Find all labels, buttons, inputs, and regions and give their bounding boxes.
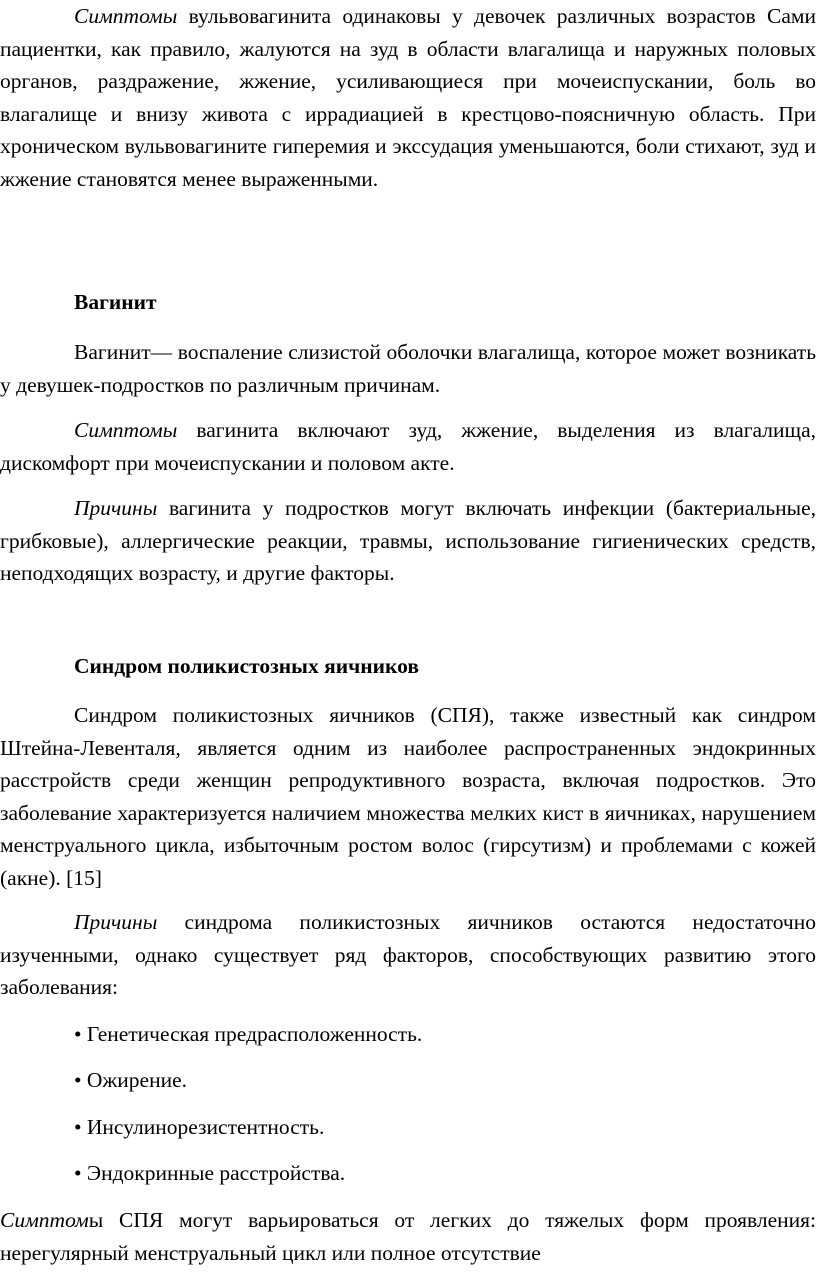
paragraph-pcos-definition: [0, 699, 816, 894]
list-item: • Ожирение.: [74, 1068, 188, 1092]
paragraph-vaginitis-symptoms: [0, 414, 816, 479]
paragraph-pcos-causes: [0, 906, 816, 1004]
italic-lead: Симптомы: [74, 418, 178, 442]
italic-lead: Причины: [74, 910, 158, 934]
list-item: • Эндокринные расстройства.: [74, 1161, 346, 1185]
paragraph-text: Синдром поликистозных яичников (СПЯ), также известный как синдром Штейна-Левенталя, является одним из наиболее распространенных эндокринных расстройств среди женщин репродуктивного возраста, включая подростков. Это заболевание характеризуется наличием множества мелких кист в яичниках, нарушением менструального цикла, избыточным ростом волос (гирсутизм) и проблемами с кожей (акне). [15]: [0, 703, 816, 890]
heading-vaginitis: Вагинит: [74, 290, 157, 314]
paragraph-text: ы СПЯ могут варьироваться от легких до тяжелых форм проявления: нерегулярный менструальный цикл или полное отсутствие: [0, 1208, 816, 1265]
italic-lead: Симптом: [0, 1208, 89, 1232]
paragraph-text: вагинита у подростков могут включать инфекции (бактериальные, грибковые), аллергические реакции, травмы, использование гигиенических средств, неподходящих возрасту, и другие факторы.: [0, 496, 816, 585]
paragraph-text: вульвовагинита одинаковы у девочек различных возрастов Сами пациентки, как правило, жалуются на зуд в области влагалища и наружных половых органов, раздражение, жжение, усиливающиеся при мочеиспускании, боль во влагалище и внизу живота с иррадиацией в крестцово-поясничную область. При хроническом вульвовагините гиперемия и экссудация уменьшаются, боли стихают, зуд и жжение становятся менее выраженными.: [0, 4, 816, 191]
paragraph-vulvovaginitis-symptoms: [0, 0, 816, 195]
paragraph-text: Вагинит— воспаление слизистой оболочки влагалища, которое может возникать у девушек-подростков по различным причинам.: [0, 340, 816, 397]
paragraph-text: вагинита включают зуд, жжение, выделения из влагалища, дискомфорт при мочеиспускании и половом акте.: [0, 418, 816, 475]
italic-lead: Причины: [74, 496, 158, 520]
list-item: • Инсулинорезистентность.: [74, 1115, 325, 1139]
italic-lead: Симптомы: [74, 4, 178, 28]
paragraph-vaginitis-definition: [0, 336, 816, 401]
heading-pcos: Синдром поликистозных яичников: [74, 654, 419, 678]
paragraph-pcos-symptoms: [0, 1204, 816, 1269]
list-item: • Генетическая предрасположенность.: [74, 1022, 423, 1046]
paragraph-text: синдрома поликистозных яичников остаются недостаточно изученными, однако существует ряд факторов, способствующих развитию этого заболевания:: [0, 910, 816, 999]
paragraph-vaginitis-causes: [0, 492, 816, 590]
